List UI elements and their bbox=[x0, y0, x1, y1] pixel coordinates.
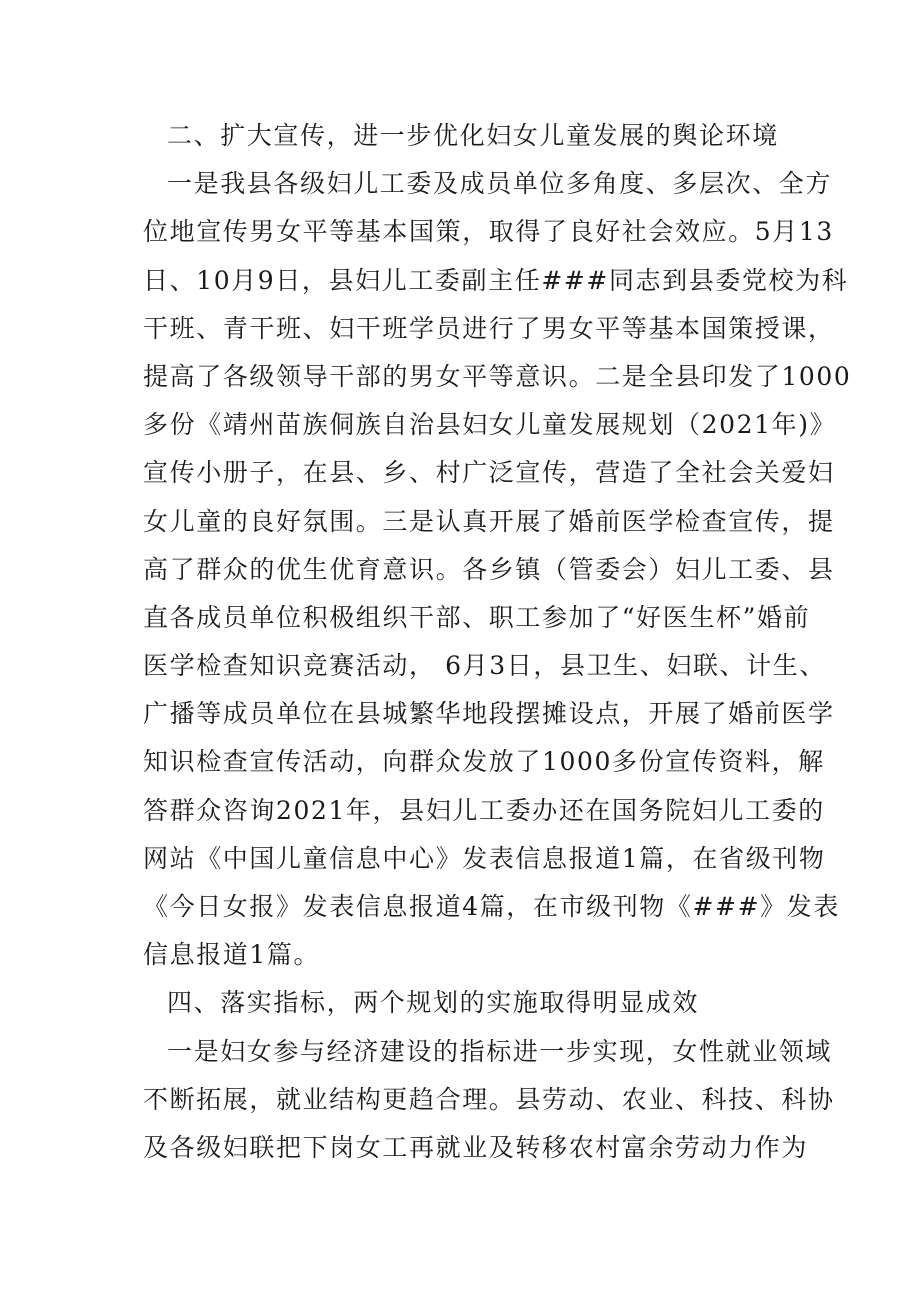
paragraph-line: 直各成员单位积极组织干部、职工参加了“好医生杯”婚前 bbox=[143, 602, 811, 632]
paragraph-line: 提高了各级领导干部的男女平等意识。二是全县印发了1000 bbox=[143, 361, 852, 391]
paragraph-line: 高了群众的优生优育意识。各乡镇（管委会）妇儿工委、县 bbox=[143, 554, 835, 584]
paragraph-line: 一是我县各级妇儿工委及成员单位多角度、多层次、全方 bbox=[167, 169, 833, 199]
paragraph-line: 位地宣传男女平等基本国策，取得了良好社会效应。5月13 bbox=[143, 217, 834, 247]
paragraph-line: 信息报道1篇。 bbox=[143, 940, 321, 970]
section-heading-2: 二、扩大宣传，进一步优化妇女儿童发展的舆论环境 bbox=[167, 121, 779, 150]
section-heading-4: 四、落实指标，两个规划的实施取得明显成效 bbox=[167, 988, 700, 1018]
paragraph-line: 广播等成员单位在县城繁华地段摆摊设点，开展了婚前医学 bbox=[143, 699, 835, 729]
paragraph-line: 《今日女报》发表信息报道4篇，在市级刊物《###》发表 bbox=[143, 892, 840, 921]
paragraph-line: 网站《中国儿童信息中心》发表信息报道1篇，在省级刊物 bbox=[143, 843, 826, 873]
paragraph-line: 干班、青干班、妇干班学员进行了男女平等基本国策授课， bbox=[143, 313, 835, 343]
paragraph-line: 及各级妇联把下岗女工再就业及转移农村富余劳动力作为 bbox=[143, 1132, 809, 1162]
paragraph-line: 一是妇女参与经济建设的指标进一步实现，女性就业领域 bbox=[167, 1036, 833, 1066]
paragraph-line: 日、10月9日，县妇儿工委副主任###同志到县委党校为科 bbox=[143, 265, 849, 295]
paragraph-line: 不断拓展，就业结构更趋合理。县劳动、农业、科技、科协 bbox=[143, 1084, 835, 1114]
paragraph-line: 女儿童的良好氛围。三是认真开展了婚前医学检查宣传，提 bbox=[143, 506, 835, 536]
paragraph-line: 多份《靖州苗族侗族自治县妇女儿童发展规划（2021年)》 bbox=[143, 410, 837, 440]
document-body bbox=[143, 112, 852, 1172]
paragraph-line: 知识检查宣传活动，向群众发放了1000多份宣传资料，解 bbox=[143, 747, 825, 777]
paragraph-line: 宣传小册子，在县、乡、村广泛宣传，营造了全社会关爱妇 bbox=[143, 458, 835, 488]
paragraph-line: 答群众咨询2021年，县妇儿工委办还在国务院妇儿工委的 bbox=[143, 795, 825, 825]
paragraph-line: 医学检查知识竞赛活动， 6月3日，县卫生、妇联、计生、 bbox=[143, 651, 826, 681]
